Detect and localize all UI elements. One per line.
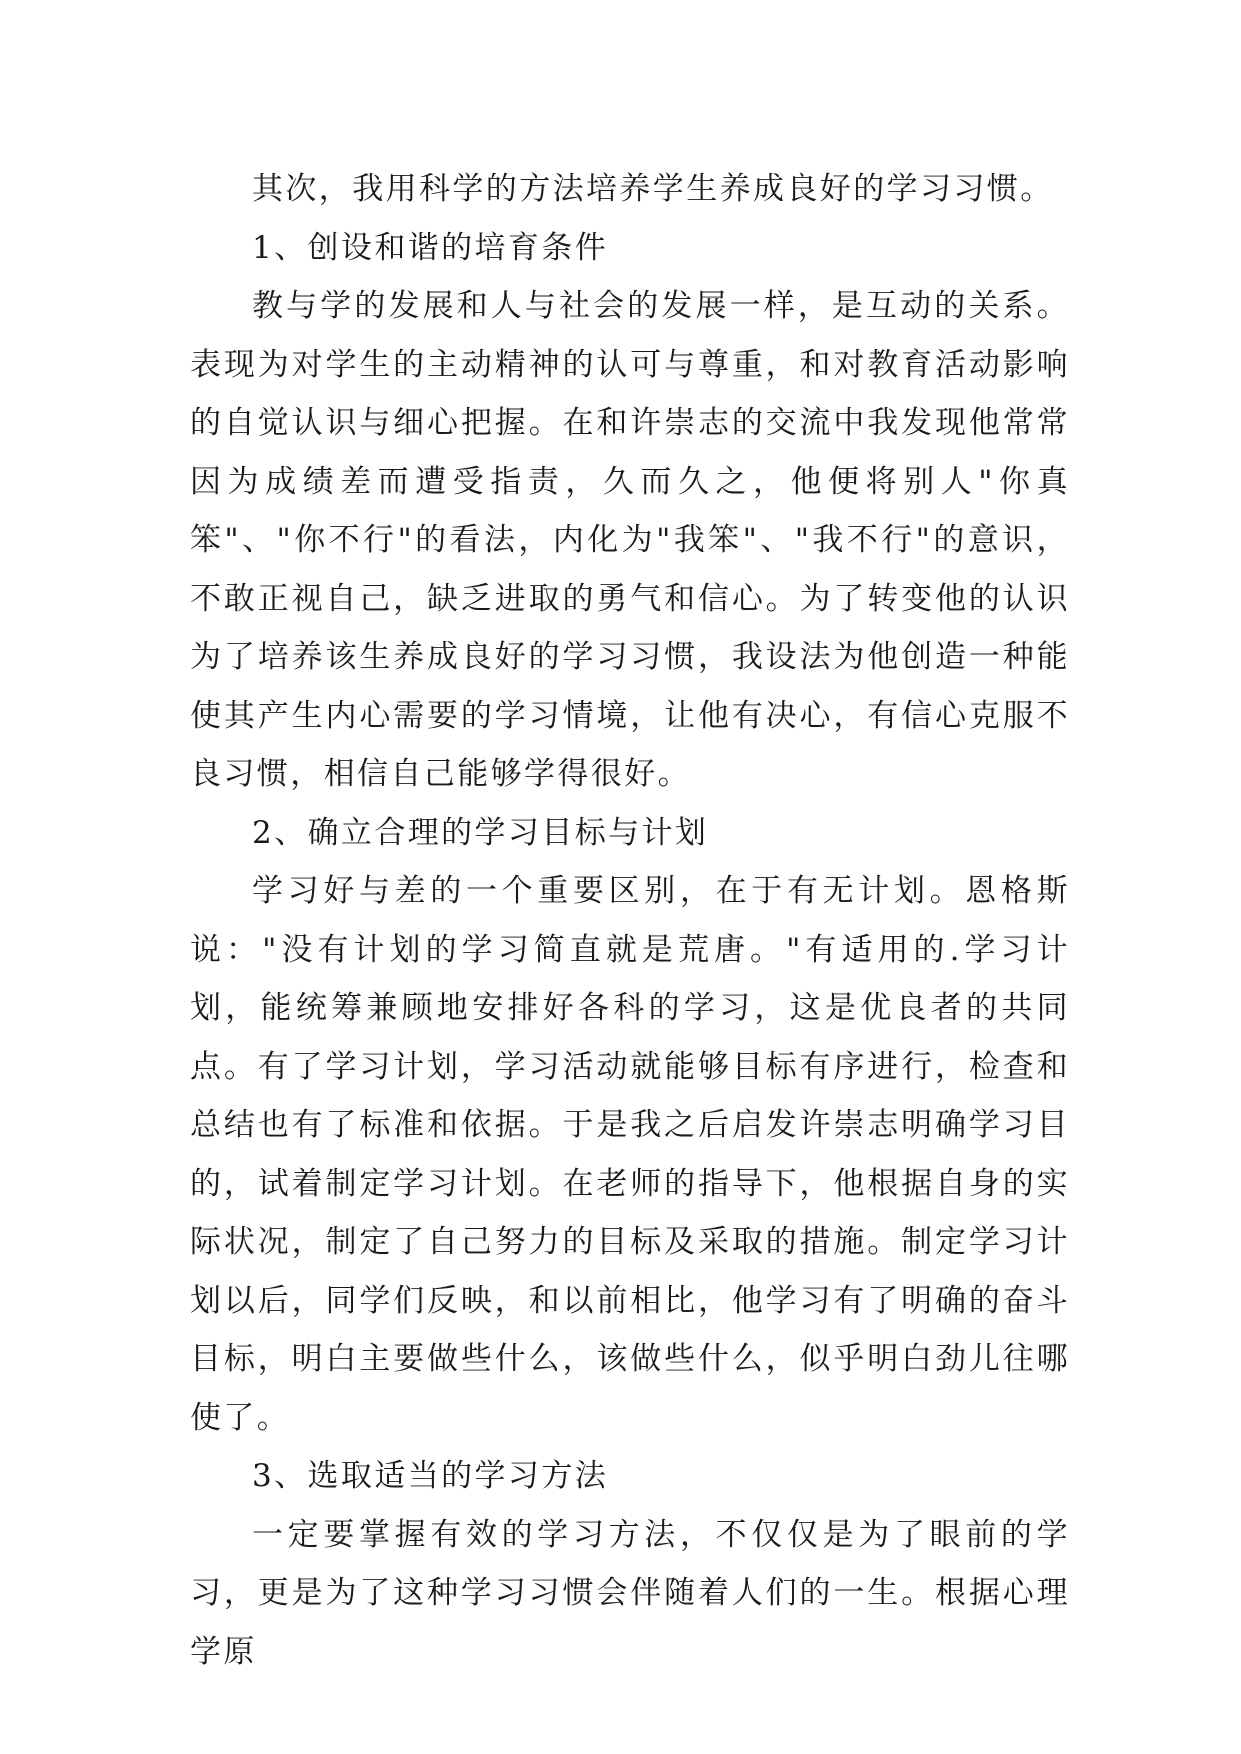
paragraph-section-1: 教与学的发展和人与社会的发展一样，是互动的关系。表现为对学生的主动精神的认可与尊重，和对教育活动影响的自觉认识与细心把握。在和许崇志的交流中我发现他常常因为成绩差而遭受指责，久而久之，他便将别人"你真笨"、"你不行"的看法，内化为"我笨"、"我不行"的意识，不敢正视自己，缺乏进取的勇气和信心。为了转变他的认识为了培养该生养成良好的学习习惯，我设法为他创造一种能使其产生内心需要的学习情境，让他有决心，有信心克服不良习惯，相信自己能够学得很好。 <box>190 288 1070 792</box>
document-body <box>190 160 1070 1681</box>
section-heading-2: 2、确立合理的学习目标与计划 <box>252 814 709 851</box>
section-heading-1: 1、创设和谐的培育条件 <box>252 229 609 266</box>
paragraph-intro: 其次，我用科学的方法培养学生养成良好的学习习惯。 <box>252 171 1054 207</box>
section-heading-3: 3、选取适当的学习方法 <box>252 1458 609 1494</box>
paragraph-section-2: 学习好与差的一个重要区别，在于有无计划。恩格斯说："没有计划的学习简直就是荒唐。"有适用的.学习计划，能统筹兼顾地安排好各科的学习，这是优良者的共同点。有了学习计划，学习活动就能够目标有序进行，检查和总结也有了标准和依据。于是我之后启发许崇志明确学习目的，试着制定学习计划。在老师的指导下，他根据自身的实际状况，制定了自己努力的目标及采取的措施。制定学习计划以后，同学们反映，和以前相比，他学习有了明确的奋斗目标，明白主要做些什么，该做些什么，似乎明白劲儿往哪使了。 <box>190 873 1070 1436</box>
paragraph-section-3: 一定要掌握有效的学习方法，不仅仅是为了眼前的学习，更是为了这种学习习惯会伴随着人们的一生。根据心理学原 <box>190 1516 1070 1670</box>
